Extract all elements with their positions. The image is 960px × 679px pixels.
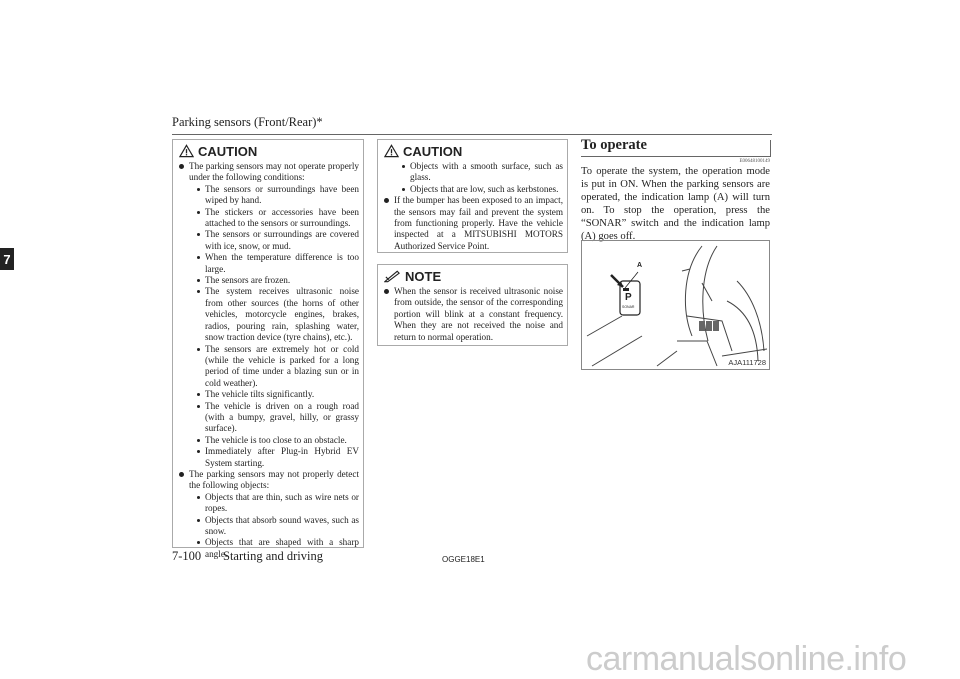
note-bullet: When the sensor is received ultrasonic noise from outside, the sensor of the corresponding portion will blink at a constant frequency. When they are not received the noise and return to normal operation. (384, 286, 563, 343)
list-item: The sensors are frozen. (197, 275, 359, 286)
parking-p-symbol: P (625, 292, 632, 303)
chapter-tab: 7 (0, 248, 14, 270)
section-rule-vertical (770, 140, 771, 157)
caution-bullet (179, 161, 359, 469)
sonar-switch-figure (581, 240, 770, 370)
page-header-title: Parking sensors (Front/Rear)* (172, 115, 323, 129)
list-item: Objects with a smooth surface, such as glass. (402, 161, 563, 184)
list-item: Objects that absorb sound waves, such as snow. (197, 515, 359, 538)
caution-heading (179, 143, 359, 159)
list-item: The sensors or surroundings have been wiped by hand. (197, 184, 359, 207)
caution-heading-text: CAUTION (198, 143, 258, 159)
section-rule (581, 156, 771, 157)
figure-callout-label: A (637, 262, 643, 269)
page-section-name: Starting and driving (223, 549, 323, 563)
page-number: 7-100 (172, 549, 202, 563)
list-item: Immediately after Plug-in Hybrid EV System starting. (197, 446, 359, 469)
list-item: Objects that are shaped with a sharp angle. (197, 537, 359, 560)
caution-left-body (179, 161, 359, 560)
document-code: OGGE18E1 (442, 555, 485, 564)
pencil-note-icon (384, 269, 401, 283)
dashboard-illustration (582, 241, 770, 370)
figure-code: AJA111728 (728, 358, 766, 367)
list-item: When the temperature difference is too large. (197, 252, 359, 275)
list-item: The stickers or accessories have been attached to the sensors or surroundings. (197, 207, 359, 230)
caution-box-middle (377, 139, 568, 253)
caution-heading (384, 143, 563, 159)
list-item: The vehicle is too close to an obstacle. (197, 435, 359, 446)
note-body (384, 286, 563, 343)
list-item: The system receives ultrasonic noise from other sources (the horns of other vehicles, motorcycle engines, brakes, radios, pouring rain, splashing water, snow traction device (tyre chains), etc.). (197, 286, 359, 343)
list-item: The sensors are extremely hot or cold (while the vehicle is parked for a long period of time under a blazing sun or in cold weather). (197, 344, 359, 390)
caution-bullet-text: The parking sensors may not operate properly under the following conditions: (189, 161, 359, 183)
list-item: The vehicle is driven on a rough road (with a bumpy, gravel, hilly, or grassy surface). (197, 401, 359, 435)
caution-bullet: If the bumper has been exposed to an impact, the sensors may fail and prevent the system from functioning properly. Have the vehicle inspected at a MITSUBISHI MOTORS Authorized Service Point. (384, 195, 563, 252)
note-box (377, 264, 568, 346)
header-rule (172, 134, 772, 135)
warning-triangle-icon (384, 144, 399, 158)
section-paragraph: To operate the system, the operation mode is put in ON. When the parking sensors are operated, the indication lamp (A) will turn on. To stop the operation, press the “SONAR” switch and the indication lamp (A) goes off. (581, 166, 770, 242)
list-item: Objects that are thin, such as wire nets or ropes. (197, 492, 359, 515)
section-title: To operate (581, 137, 647, 153)
section-reference-code: E00648100149 (739, 159, 770, 164)
caution-bullet (179, 469, 359, 560)
note-heading-text: NOTE (405, 268, 442, 284)
note-heading (384, 268, 563, 284)
caution-heading-text: CAUTION (403, 143, 463, 159)
list-item: Objects that are low, such as kerbstones. (402, 184, 563, 195)
list-item: The sensors or surroundings are covered with ice, snow, or mud. (197, 229, 359, 252)
caution-bullet-text: The parking sensors may not properly detect the following objects: (189, 468, 359, 491)
list-item: The vehicle tilts significantly. (197, 389, 359, 400)
warning-triangle-icon (179, 144, 194, 158)
sonar-switch-label: SONAR (622, 305, 635, 309)
watermark: carmanualsonline.info (586, 640, 907, 678)
caution-middle-body (384, 161, 563, 252)
